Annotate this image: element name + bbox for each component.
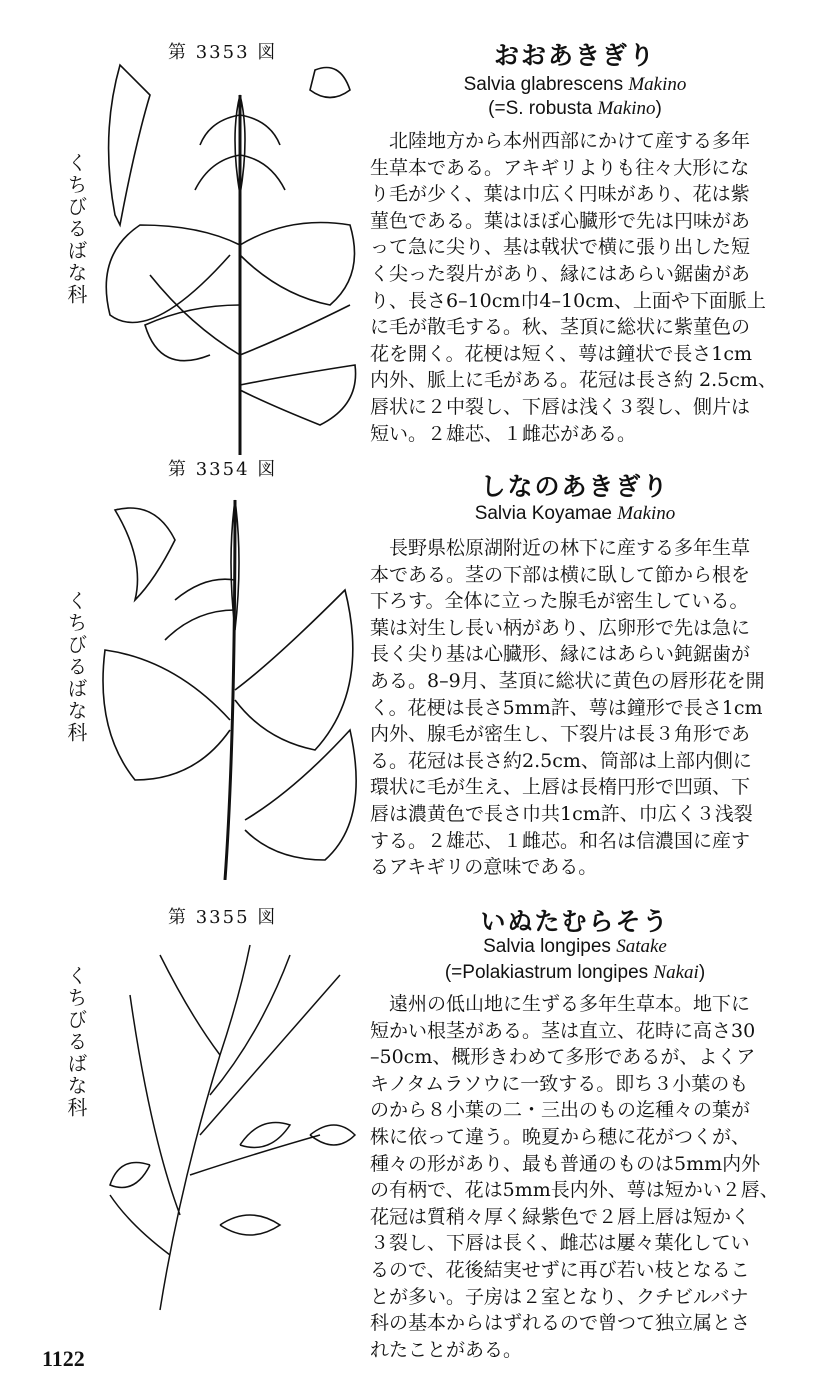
body-line: 内外、脈上に毛がある。花冠は長さ約 2.5cm、 xyxy=(370,369,777,392)
page-number: 1122 xyxy=(42,1346,85,1371)
latin-plain: Salvia Koyamae xyxy=(474,503,618,524)
body-line: 唇は濃黄色で長さ巾共1cm許、巾広く３浅裂 xyxy=(370,802,753,825)
body-line: ３裂し、下唇は長く、雌芯は屢々葉化してい xyxy=(370,1232,750,1255)
latin-plain: (=Polakiastrum longipes xyxy=(444,962,654,983)
body-line: 菫色である。葉はほぼ心臓形で先は円味があ xyxy=(370,209,751,232)
body-line: 北陸地方から本州西部にかけて産する多年 xyxy=(370,130,751,152)
body-line: する。２雄芯、１雌芯。和名は信濃国に産す xyxy=(370,829,751,852)
body-line: のから８小葉の二・三出のもの迄種々の葉が xyxy=(370,1099,751,1122)
latin-author: Nakai xyxy=(653,962,699,983)
family-label: くちびるばな科 xyxy=(64,965,88,1119)
species-title: おおあきぎり xyxy=(493,41,656,70)
body-line: 生草本である。アキギリよりも往々大形にな xyxy=(370,156,750,179)
latin-plain: (=S. robusta xyxy=(488,98,598,119)
body-line: 葉は対生し長い柄があり、広卵形で先は急に xyxy=(370,616,751,639)
figure-label-3353: 第 3353 図 xyxy=(168,42,278,63)
latin-author: Makino xyxy=(617,503,676,524)
body-line: 花を開く。花梗は短く、萼は鐘状で長さ1cm xyxy=(370,342,752,365)
body-line: 長野県松原湖附近の林下に産する多年生草 xyxy=(370,537,751,559)
body-line: ある。8–9月、茎頂に総状に黄色の唇形花を開 xyxy=(370,669,765,692)
body-line: る。花冠は長さ約2.5cm、筒部は上部内側に xyxy=(370,749,752,772)
illustration-salvia-longipes xyxy=(90,935,365,1315)
body-line: 長く尖り基は心臓形、縁にはあらい鈍鋸歯が xyxy=(370,643,751,666)
body-line: 唇状に２中裂し、下唇は浅く３裂し、側片は xyxy=(370,395,751,418)
body-line: –50cm、概形きわめて多形であるが、よくア xyxy=(370,1046,756,1069)
body-line: 種々の形があり、最も普通のものは5mm内外 xyxy=(370,1152,761,1175)
description-body xyxy=(370,991,782,1363)
body-line: 環状に毛が生え、上唇は長楕円形で凹頭、下 xyxy=(370,776,751,799)
latin-plain: Salvia glabrescens xyxy=(463,74,629,95)
description-body xyxy=(370,128,782,447)
body-line: 短かい根茎がある。茎は直立、花時に高さ30 xyxy=(370,1019,756,1042)
latin-name xyxy=(365,74,785,96)
body-line: 遠州の低山地に生ずる多年生草本。地下に xyxy=(370,993,751,1015)
illustration-salvia-glabrescens xyxy=(90,55,365,455)
body-line: 花冠は質稍々厚く緑紫色で２唇上唇は短かく xyxy=(370,1205,751,1228)
latin-name xyxy=(365,936,785,958)
latin-author: Makino xyxy=(628,74,687,95)
latin-plain: Salvia longipes xyxy=(483,936,617,957)
body-line: く。花梗は長さ5mm許、萼は鐘形で長さ1cm xyxy=(370,696,763,719)
family-label: くちびるばな科 xyxy=(64,152,88,306)
body-line: の有柄で、花は5mm長内外、萼は短かい２唇、 xyxy=(370,1179,779,1202)
body-line: るので、花後結実せずに再び若い枝となるこ xyxy=(370,1258,750,1281)
illustration-salvia-koyamae xyxy=(95,490,365,880)
body-line: れたことがある。 xyxy=(370,1338,523,1361)
species-title: いぬたむらそう xyxy=(480,907,670,936)
body-line: 株に依って違う。晩夏から穂に花がつくが、 xyxy=(370,1125,751,1148)
body-line: 下ろす。全体に立った腺毛が密生している。 xyxy=(370,590,749,613)
latin-author: Makino xyxy=(597,98,656,119)
latin-suffix: ) xyxy=(698,962,706,983)
latin-suffix: ) xyxy=(655,98,662,119)
body-line: るアキギリの意味である。 xyxy=(370,856,598,879)
latin-name xyxy=(365,503,785,525)
body-line: り毛が少く、葉は巾広く円味があり、花は紫 xyxy=(370,183,750,206)
body-line: 短い。２雄芯、１雌芯がある。 xyxy=(370,422,637,445)
body-line: く尖った裂片があり、縁にはあらい鋸歯があ xyxy=(370,262,751,285)
body-line: 内外、腺毛が密生し、下裂片は長３角形であ xyxy=(370,723,751,746)
body-line: 科の基本からはずれるので曾つて独立属とさ xyxy=(370,1312,751,1335)
body-line: り、長さ6–10cm巾4–10cm、上面や下面脈上 xyxy=(370,289,766,312)
latin-synonym xyxy=(365,962,785,984)
body-line: とが多い。子房は２室となり、クチビルバナ xyxy=(370,1285,749,1308)
latin-author: Satake xyxy=(616,936,667,957)
latin-synonym xyxy=(365,98,785,120)
body-line: キノタムラソウに一致する。即ち３小葉のも xyxy=(370,1072,749,1095)
body-line: って急に尖り、基は戟状で横に張り出した短 xyxy=(370,236,751,259)
species-title: しなのあきぎり xyxy=(480,472,670,501)
figure-label-3354: 第 3354 図 xyxy=(168,459,278,480)
body-line: 本である。茎の下部は横に臥して節から根を xyxy=(370,563,751,586)
description-body xyxy=(370,535,782,881)
body-line: に毛が散毛する。秋、茎頂に総状に紫菫色の xyxy=(370,316,751,339)
figure-label-3355: 第 3355 図 xyxy=(168,907,278,928)
family-label: くちびるばな科 xyxy=(64,590,88,744)
